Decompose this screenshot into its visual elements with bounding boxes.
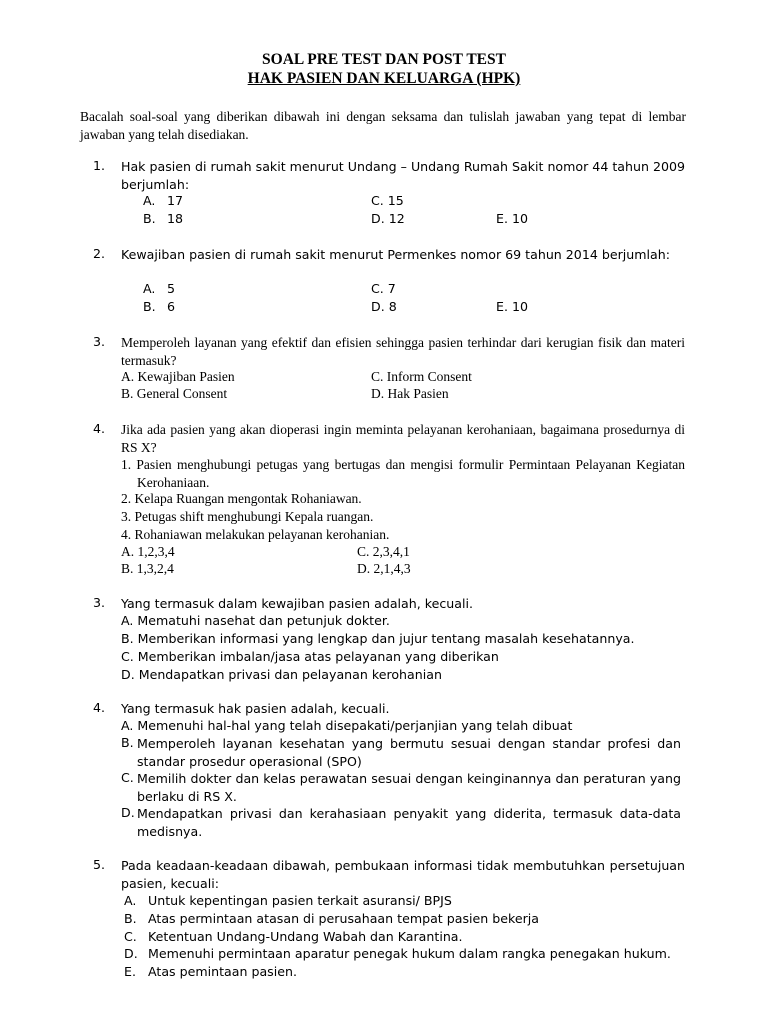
- option-letter: B.: [124, 911, 137, 926]
- question-number: 4.: [93, 700, 106, 715]
- procedure-step-4: 4. Rohaniawan melakukan pelayanan kerohanian.: [121, 527, 390, 542]
- option-a: [143, 193, 183, 208]
- option-letter: E.: [124, 964, 136, 979]
- option-letter: B.: [143, 211, 156, 226]
- option-letter: A.: [143, 193, 156, 208]
- document-title: SOAL PRE TEST DAN POST TEST: [262, 51, 506, 68]
- option-a: [124, 893, 452, 908]
- option-d: [124, 946, 671, 961]
- option-text: Memenuhi permintaan aparatur penegak hukum dalam rangka penegakan hukum.: [148, 946, 671, 961]
- option-letter: D.: [121, 805, 135, 820]
- option-text: 18: [167, 211, 184, 226]
- option-d: D. Mendapatkan privasi dan pelayanan kerohanian: [121, 667, 442, 682]
- option-b: [143, 211, 183, 226]
- option-e: [124, 964, 297, 979]
- procedure-step-3: 3. Petugas shift menghubungi Kepala ruangan.: [121, 509, 374, 524]
- question-stem: Yang termasuk dalam kewajiban pasien adalah, kecuali.: [121, 596, 473, 611]
- option-e: E. 10: [496, 211, 528, 226]
- option-letter: A.: [143, 281, 156, 296]
- option-a: A. Memenuhi hal-hal yang telah disepakati/perjanjian yang telah dibuat: [121, 718, 573, 733]
- option-e: E. 10: [496, 299, 528, 314]
- option-text: Atas pemintaan pasien.: [148, 964, 297, 979]
- procedure-step-2: 2. Kelapa Ruangan mengontak Rohaniawan.: [121, 491, 362, 506]
- option-d: D. Hak Pasien: [371, 386, 449, 401]
- option-d: D. 12: [371, 211, 405, 226]
- option-letter: A.: [124, 893, 137, 908]
- question-number: 3.: [93, 595, 106, 610]
- option-c: C. Inform Consent: [371, 369, 472, 384]
- option-c: C. 7: [371, 281, 396, 296]
- option-a: A. Kewajiban Pasien: [121, 369, 235, 384]
- option-text: Mendapatkan privasi dan kerahasiaan penyakit yang diderita, termasuk data-data medisnya.: [137, 806, 681, 839]
- question-number: 3.: [93, 334, 106, 349]
- option-c: C. 15: [371, 193, 404, 208]
- option-text: Memilih dokter dan kelas perawatan sesuai dengan keinginannya dan peraturan yang berlaku di RS X.: [137, 771, 681, 804]
- question-stem: Kewajiban pasien di rumah sakit menurut Permenkes nomor 69 tahun 2014 berjumlah:: [121, 247, 670, 262]
- intro-paragraph: Bacalah soal-soal yang diberikan dibawah ini dengan seksama dan tulislah jawaban yang tepat di lembar jawaban yang telah disediakan.: [80, 109, 686, 142]
- option-text: 17: [167, 193, 184, 208]
- option-letter: B.: [121, 735, 134, 750]
- option-text: Untuk kepentingan pasien terkait asuransi/ BPJS: [148, 893, 452, 908]
- question-number: 5.: [93, 857, 106, 872]
- question-stem: Memperoleh layanan yang efektif dan efisien sehingga pasien terhindar dari kerugian fisik dan materi termasuk?: [121, 335, 685, 368]
- option-letter: B.: [143, 299, 156, 314]
- option-text: 6: [167, 299, 176, 314]
- option-b: [143, 299, 175, 314]
- question-stem: Yang termasuk hak pasien adalah, kecuali.: [121, 701, 390, 716]
- question-stem: Pada keadaan-keadaan dibawah, pembukaan informasi tidak membutuhkan persetujuan pasien, kecuali:: [121, 858, 685, 891]
- question-stem: Jika ada pasien yang akan dioperasi ingin meminta pelayanan kerohaniaan, bagaimana prosedurnya di RS X?: [121, 422, 685, 455]
- option-text: 5: [167, 281, 176, 296]
- option-letter: D.: [124, 946, 138, 961]
- question-number: 2.: [93, 246, 106, 261]
- procedure-step-1: 1. Pasien menghubungi petugas yang bertugas dan mengisi formulir Permintaan Pelayanan Kegiatan Kerohaniaan.: [121, 457, 685, 490]
- option-d: D. 2,1,4,3: [357, 561, 411, 576]
- option-b: B. 1,3,2,4: [121, 561, 174, 576]
- option-text: Memperoleh layanan kesehatan yang bermutu sesuai dengan standar profesi dan standar prosedur operasional (SPO): [137, 736, 681, 769]
- option-d: D. 8: [371, 299, 397, 314]
- option-c: [124, 929, 463, 944]
- option-letter: C.: [121, 770, 134, 785]
- option-c: C. 2,3,4,1: [357, 544, 410, 559]
- option-text: Atas permintaan atasan di perusahaan tempat pasien bekerja: [148, 911, 539, 926]
- option-text: Ketentuan Undang-Undang Wabah dan Karantina.: [148, 929, 463, 944]
- option-b: B. Memberikan informasi yang lengkap dan jujur tentang masalah kesehatannya.: [121, 631, 635, 646]
- option-a: [143, 281, 175, 296]
- option-letter: C.: [124, 929, 137, 944]
- option-a: A. 1,2,3,4: [121, 544, 175, 559]
- document-subtitle: HAK PASIEN DAN KELUARGA (HPK): [247, 70, 521, 87]
- question-number: 4.: [93, 421, 106, 436]
- question-number: 1.: [93, 158, 106, 173]
- option-a: A. Mematuhi nasehat dan petunjuk dokter.: [121, 613, 390, 628]
- option-b: [124, 911, 539, 926]
- option-c: C. Memberikan imbalan/jasa atas pelayanan yang diberikan: [121, 649, 499, 664]
- option-b: B. General Consent: [121, 386, 228, 401]
- question-stem: Hak pasien di rumah sakit menurut Undang – Undang Rumah Sakit nomor 44 tahun 2009 berjumlah:: [121, 159, 685, 192]
